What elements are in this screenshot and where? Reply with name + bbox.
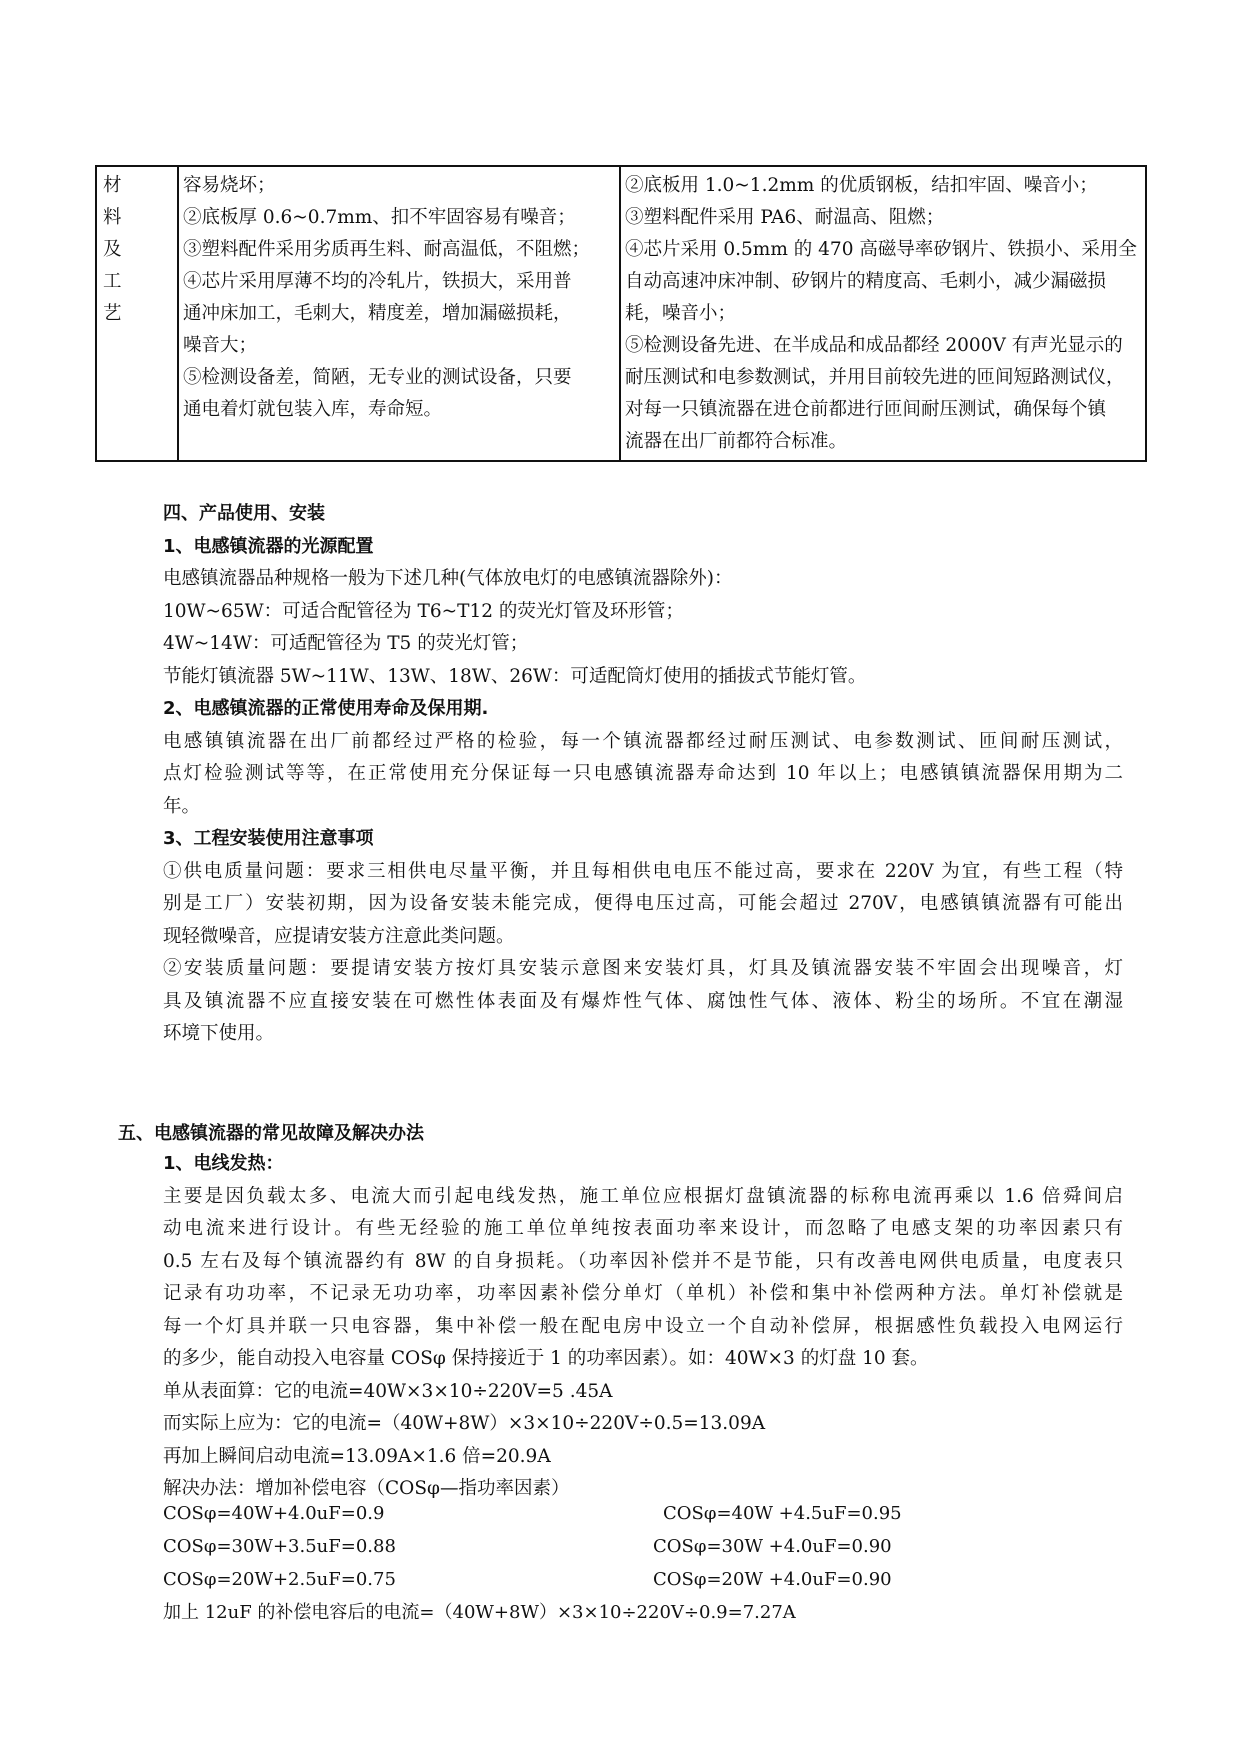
section-5 [163, 1148, 1123, 1506]
table-cell-line: ⑤检测设备先进、在半成品和成品都经 2000V 有声光显示的 [625, 335, 1123, 356]
table-cell-line: ④芯片采用厚薄不均的冷轧片，铁损大，采用普 [183, 271, 572, 292]
cos-value-right: COSφ=20W +4.0uF=0.90 [653, 1569, 892, 1590]
paragraph-line: ①供电质量问题：要求三相供电尽量平衡，并且每相供电电压不能过高，要求在 220V 为宜，有些工程（特 [163, 860, 1123, 882]
comparison-table [95, 165, 1147, 462]
row-label-char: 工 [103, 271, 122, 292]
table-cell-line: ③塑料配件采用 PA6、耐温高、阻燃； [625, 207, 945, 228]
subsection-title: 1、电线发热： [163, 1153, 284, 1174]
cos-row [163, 1564, 892, 1596]
paragraph-line: 电感镇流器品种规格一般为下述几种(气体放电灯的电感镇流器除外)： [163, 568, 733, 589]
paragraph-line: 环境下使用。 [163, 1023, 275, 1044]
paragraph-line: 具及镇流器不应直接安装在可燃性体表面及有爆炸性气体、腐蚀性气体、液体、粉尘的场所。不宜在潮湿 [163, 990, 1123, 1012]
table-cell-line: 容易烧坏； [183, 175, 276, 196]
paragraph-line: 10W~65W：可适合配管径为 T6~T12 的荧光灯管及环形管； [163, 600, 684, 622]
paragraph-line: 记录有功功率，不记录无功功率，功率因素补偿分单灯（单机）补偿和集中补偿两种方法。单灯补偿就是 [163, 1283, 1123, 1304]
cos-value-right: COSφ=30W +4.0uF=0.90 [653, 1536, 892, 1557]
cos-row [163, 1531, 892, 1563]
paragraph-line: 现轻微噪音，应提请安装方注意此类问题。 [163, 925, 515, 947]
table-cell-line: 自动高速冲床冲制、矽钢片的精度高、毛刺小，减少漏磁损 [625, 271, 1107, 292]
cos-value-left: COSφ=20W+2.5uF=0.75 [163, 1569, 396, 1590]
paragraph-line: 每一个灯具并联一只电容器，集中补偿一般在配电房中设立一个自动补偿屏，根据感性负载投入电网运行 [163, 1315, 1123, 1337]
paragraph-line: 动电流来进行设计。有些无经验的施工单位单纯按表面功率来设计，而忽略了电感支架的功率因素只有 [163, 1218, 1123, 1239]
table-cell-line: 通电着灯就包装入库，寿命短。 [183, 399, 443, 420]
cos-value-right: COSφ=40W +4.5uF=0.95 [663, 1503, 902, 1524]
section-4-title: 四、产品使用、安装 [163, 503, 325, 524]
table-cell-line: ④芯片采用 0.5mm 的 470 高磁导率矽钢片、铁损小、采用全 [625, 239, 1137, 260]
row-label-cell [96, 166, 178, 461]
table-cell-line: 流器在出厂前都符合标准。 [625, 431, 848, 452]
section-4 [163, 498, 1123, 1051]
cos-value-left: COSφ=30W+3.5uF=0.88 [163, 1536, 396, 1557]
table-cell-line: ③塑料配件采用劣质再生料、耐高温低，不阻燃； [183, 239, 591, 260]
paragraph-line: 的多少，能自动投入电容量 COSφ 保持接近于 1 的功率因素）。如：40W×3 的灯盘 10 套。 [163, 1348, 929, 1369]
table-cell-line: 噪音大； [183, 335, 258, 356]
paragraph-line: 主要是因负载太多、电流大而引起电线发热，施工单位应根据灯盘镇流器的标称电流再乘以 1.6 倍舜间启 [163, 1185, 1123, 1207]
paragraph-line: 4W~14W：可适配管径为 T5 的荧光灯管； [163, 633, 529, 654]
paragraph-line: 加上 12uF 的补偿电容后的电流=（40W+8W）×3×10÷220V÷0.9=7.27A [163, 1602, 796, 1623]
paragraph-line: 0.5 左右及每个镇流器约有 8W 的自身损耗。（功率因补偿并不是节能，只有改善电网供电质量，电度表只 [163, 1250, 1123, 1272]
subsection-title: 2、电感镇流器的正常使用寿命及保用期. [163, 698, 489, 719]
table-cell-line: 耐压测试和电参数测试，并用目前较先进的匝间短路测试仪， [625, 367, 1125, 388]
table-cell-line: 耗，噪音小； [625, 303, 737, 324]
paragraph-line: 别是工厂）安装初期，因为设备安装未能完成，便得电压过高，可能会超过 270V，电感镇镇流器有可能出 [163, 893, 1123, 914]
paragraph-line: 点灯检验测试等等，在正常使用充分保证每一只电感镇流器寿命达到 10 年以上；电感镇镇流器保用期为二 [163, 763, 1123, 784]
subsection-title: 3、工程安装使用注意事项 [163, 828, 374, 849]
cos-value-left: COSφ=40W+4.0uF=0.9 [163, 1503, 385, 1524]
section-5-title: 五、电感镇流器的常见故障及解决办法 [118, 1123, 424, 1144]
inferior-product-cell [178, 166, 620, 461]
table-cell-line: 对每一只镇流器在进仓前都进行匝间耐压测试，确保每个镇 [625, 399, 1107, 420]
quality-product-cell [620, 166, 1146, 461]
paragraph-line: 而实际上应为：它的电流=（40W+8W）×3×10÷220V÷0.5=13.09A [163, 1413, 766, 1434]
paragraph-line: 再加上瞬间启动电流=13.09A×1.6 倍=20.9A [163, 1445, 551, 1467]
row-label-char: 及 [103, 239, 122, 260]
table-cell-line: ②底板用 1.0~1.2mm 的优质钢板，结扣牢固、噪音小； [625, 175, 1098, 196]
row-label-char: 艺 [103, 303, 122, 324]
table-cell-line: ②底板厚 0.6~0.7mm、扣不牢固容易有噪音； [183, 207, 576, 228]
table-cell-line: ⑤检测设备差，简陋，无专业的测试设备，只要 [183, 367, 572, 388]
cos-row [163, 1498, 902, 1530]
paragraph-line: 单从表面算：它的电流=40W×3×10÷220V=5 .45A [163, 1380, 613, 1402]
table-cell-line: 通冲床加工，毛刺大，精度差，增加漏磁损耗， [183, 303, 572, 324]
paragraph-line: ②安装质量问题：要提请安装方按灯具安装示意图来安装灯具，灯具及镇流器安装不牢固会出现噪音，灯 [163, 958, 1123, 979]
paragraph-line: 节能灯镇流器 5W~11W、13W、18W、26W：可适配筒灯使用的插拔式节能灯管。 [163, 665, 867, 687]
paragraph-line: 年。 [163, 795, 201, 817]
paragraph-line: 电感镇镇流器在出厂前都经过严格的检验，每一个镇流器都经过耐压测试、电参数测试、匝间耐压测试， [163, 730, 1123, 752]
paragraph-line: 解决办法：增加补偿电容（COSφ—指功率因素） [163, 1478, 570, 1499]
subsection-title: 1、电感镇流器的光源配置 [163, 535, 374, 557]
row-label-char: 料 [103, 207, 122, 228]
table-row [96, 166, 1146, 461]
row-label-char: 材 [103, 175, 122, 196]
